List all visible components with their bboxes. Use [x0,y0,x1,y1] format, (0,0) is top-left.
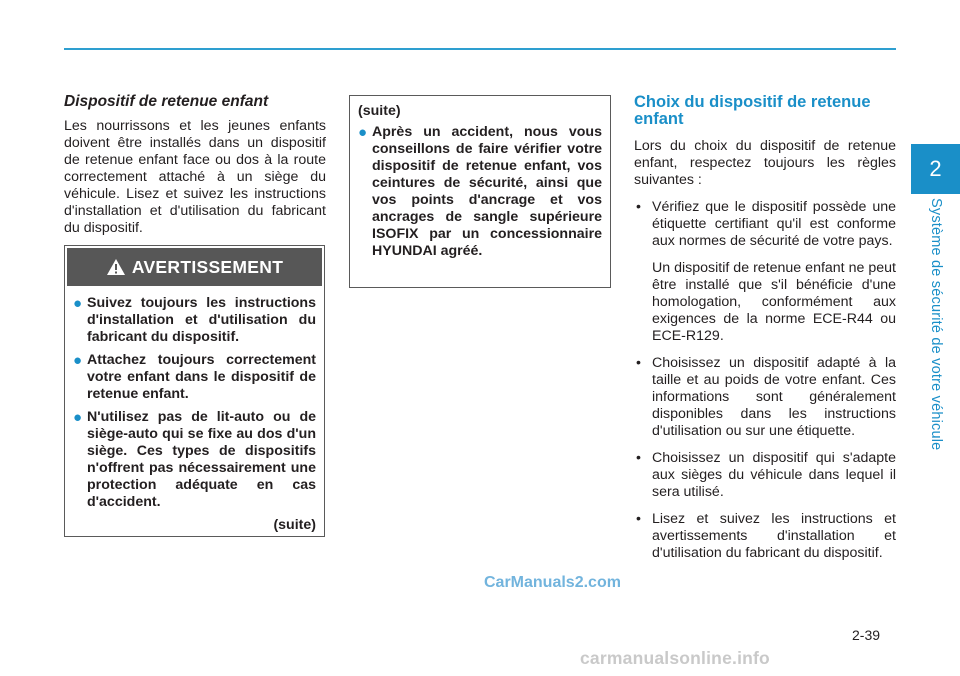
bullet-dot-icon: ● [73,295,83,312]
intro-paragraph: Lors du choix du dispositif de retenue enfant, respectez toujours les règles suivantes : [634,138,896,188]
warning-item: ● Suivez toujours les instructions d'installation et d'utilisation du fabricant du dispositif. [73,295,316,345]
chapter-number: 2 [929,156,942,181]
list-item: • Lisez et suivez les instructions et avertissements d'installation et d'utilisation du fabricant du dispositif. [636,511,896,561]
warning-item: ● Attachez toujours correctement votre enfant dans le dispositif de retenue enfant. [73,352,316,402]
warning-item: ● N'utilisez pas de lit-auto ou de siège-auto qui se fixe au dos d'un siège. Ces types de dispositifs n'offrent pas nécessairement une protection adéquate en cas d'accident. [73,409,316,510]
bullet-dot-icon: ● [73,352,83,369]
continued-heading: (suite) [358,103,401,119]
list-item: • Vérifiez que le dispositif possède une étiquette certifiant qu'il est conforme aux normes de sécurité de votre pays. Un dispositif de retenue enfant ne peut être installé que s'il bénéficie d'une homologation, conformément aux exigences de la norme ECE-R44 ou ECE-R129. [636,199,896,344]
bullet-icon: • [636,450,641,466]
chapter-tab [911,144,960,194]
warning-header [67,248,322,286]
column-left [64,93,326,237]
bullet-dot-icon: ● [73,409,83,426]
top-rule [64,48,896,50]
section-title: Dispositif de retenue enfant [64,93,269,110]
bullet-icon: • [636,199,641,215]
watermark: CarManuals2.com [484,574,621,591]
section-title: Choix du dispositif de retenue enfant [634,93,871,128]
list-item: • Choisissez un dispositif qui s'adapte aux sièges du véhicule dans lequel il sera utilisé. [636,450,896,500]
page-number: 2-39 [852,627,881,643]
footer-watermark: carmanualsonline.info [580,648,770,668]
bullet-icon: • [636,355,641,371]
bullet-icon: • [636,511,641,527]
warning-box [64,245,325,537]
chapter-title: Système de sécurité de votre véhicule [928,197,944,451]
warning-continued: (suite) [273,517,316,533]
bullet-dot-icon: ● [358,124,368,141]
continued-item: ● Après un accident, nous vous conseillons de faire vérifier votre dispositif de retenue enfant, vos ceintures de sécurité, ainsi que vos points d'ancrage et vos ancrages de sangle supérieure ISOFIX par un concessionnaire HYUNDAI agréé. [358,124,602,259]
warning-list [73,295,316,511]
chapter-side-label [923,196,949,452]
warning-triangle-icon [106,258,126,276]
continued-warning-box [349,95,611,288]
intro-paragraph: Les nourrissons et les jeunes enfants doivent être installés dans un dispositif de retenue enfant face ou dos à la route correctement attaché à un siège du véhicule. Lisez et suivez les instructions d'installation et d'utilisation du fabricant du dispositif. [64,118,326,236]
warning-label: AVERTISSEMENT [131,256,284,277]
list-item: • Choisissez un dispositif adapté à la taille et au poids de votre enfant. Ces informations sont généralement disponibles dans les instructions d'utilisation ou sur une étiquette. [636,355,896,439]
column-right [634,94,896,572]
rules-list [634,199,896,562]
